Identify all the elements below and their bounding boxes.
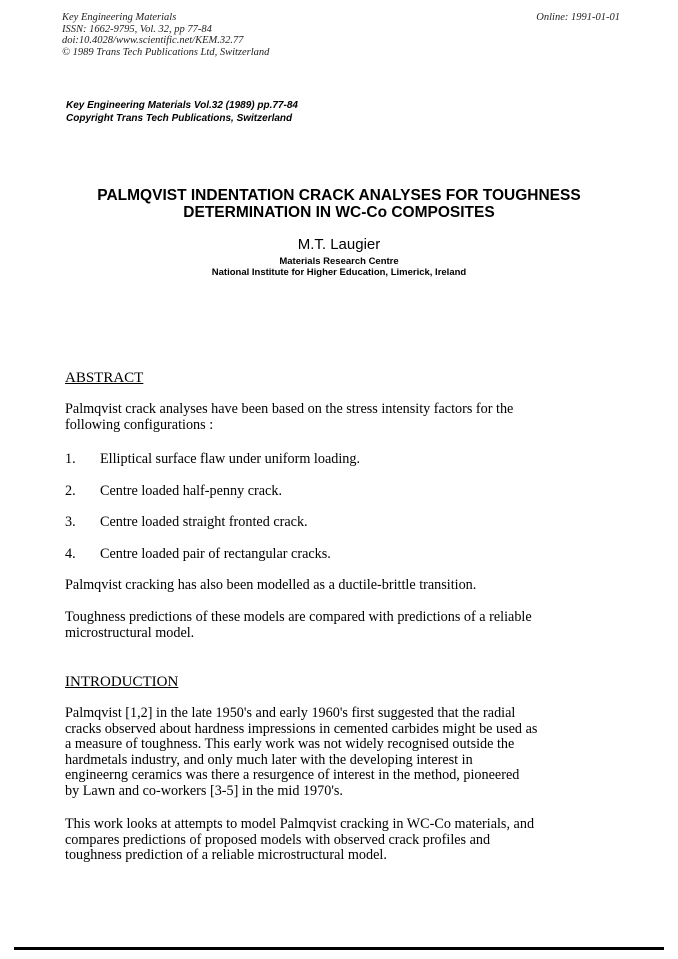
text-line: This work looks at attempts to model Palmqvist cracking in WC-Co materials, and — [65, 816, 535, 832]
paper-title — [40, 187, 638, 221]
abstract-heading: ABSTRACT — [65, 370, 144, 386]
text-line: compares predictions of proposed models with observed crack profiles and — [65, 831, 491, 848]
list-item — [65, 514, 308, 531]
introduction-para-1 — [65, 706, 585, 799]
text-line: by Lawn and co-workers [3-5] in the mid 1970's. — [65, 782, 343, 799]
author-name: M.T. Laugier — [297, 236, 381, 253]
list-item-text: Centre loaded half-penny crack. — [100, 483, 282, 499]
list-item-text: Centre loaded straight fronted crack. — [100, 514, 308, 530]
list-item — [65, 546, 331, 563]
affiliation-line: Materials Research Centre — [279, 256, 399, 267]
page-bottom-rule — [14, 947, 664, 950]
text-line: hardmetals industry, and only much later with the developing interest in — [65, 751, 473, 768]
list-item-number: 2. — [65, 483, 76, 499]
text-line: toughness prediction of a reliable microstructural model. — [65, 847, 387, 863]
introduction-para-2 — [65, 817, 585, 864]
journal-citation — [66, 99, 298, 125]
online-date: Online: 1991-01-01 — [536, 12, 620, 23]
text-line: Palmqvist [1,2] in the late 1950's and early 1960's first suggested that the radial — [65, 705, 516, 721]
list-item — [65, 451, 360, 468]
title-line: PALMQVIST INDENTATION CRACK ANALYSES FOR TOUGHNESS — [97, 187, 581, 204]
abstract-intro — [65, 402, 585, 433]
text-line: Toughness predictions of these models are compared with predictions of a reliable — [65, 609, 532, 625]
meta-doi[interactable]: doi:10.4028/www.scientific.net/KEM.32.77 — [62, 35, 244, 46]
publication-metadata — [62, 12, 269, 58]
list-item-number: 4. — [65, 546, 76, 562]
text-line: engineerng ceramics was there a resurgence of interest in the method, pioneered — [65, 767, 520, 783]
abstract-ductile-para: Palmqvist cracking has also been modelled as a ductile-brittle transition. — [65, 577, 477, 593]
abstract-toughness-para — [65, 610, 585, 641]
journal-citation-line: Key Engineering Materials Vol.32 (1989) pp.77-84 — [66, 100, 298, 111]
meta-copyright: © 1989 Trans Tech Publications Ltd, Switzerland — [62, 46, 270, 58]
text-line: Palmqvist crack analyses have been based on the stress intensity factors for the — [65, 401, 514, 417]
affiliation-line: National Institute for Higher Education, Limerick, Ireland — [211, 267, 467, 278]
journal-copyright-line: Copyright Trans Tech Publications, Switzerland — [66, 113, 293, 124]
list-item-text: Elliptical surface flaw under uniform loading. — [100, 451, 361, 467]
list-item-number: 1. — [65, 451, 76, 467]
author-affiliation — [40, 256, 638, 278]
meta-journal: Key Engineering Materials — [62, 12, 177, 23]
list-item — [65, 483, 282, 500]
title-line: DETERMINATION IN WC-Co COMPOSITES — [183, 204, 495, 221]
introduction-heading: INTRODUCTION — [65, 674, 179, 690]
text-line: a measure of toughness. This early work was not widely recognised outside the — [65, 736, 515, 752]
list-item-number: 3. — [65, 514, 76, 530]
meta-issn: ISSN: 1662-9795, Vol. 32, pp 77-84 — [62, 23, 212, 35]
text-line: following configurations : — [65, 416, 214, 433]
text-line: microstructural model. — [65, 624, 195, 641]
list-item-text: Centre loaded pair of rectangular cracks. — [100, 546, 331, 562]
text-line: cracks observed about hardness impressions in cemented carbides might be used as — [65, 720, 538, 737]
